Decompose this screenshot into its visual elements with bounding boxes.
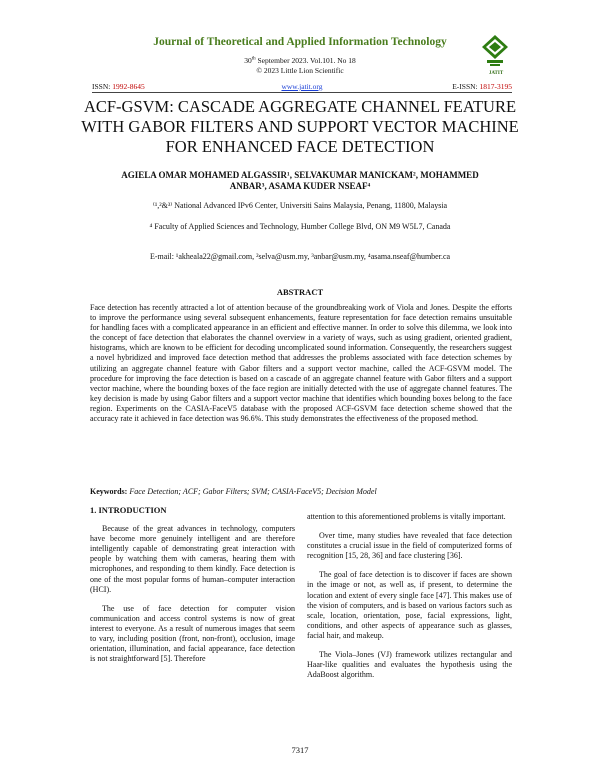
body-paragraph-continued: attention to this aforementioned problems is vitally important.	[307, 512, 506, 521]
author-emails: E-mail: ¹akheala22@gmail.com, ²selva@usm.my, ³anbar@usm.my, ⁴asama.nseaf@humber.ca	[149, 252, 451, 261]
eissn-label: E-ISSN:	[452, 82, 480, 91]
body-paragraph: Because of the great advances in technology, computers have become more genuinely intelligent and are therefore intelligently capable of demonstrating great interaction with people by watching them with cameras, hearing them with microphones, and responding to them kindly. Face detection is one of the most popular forms of human–computer interaction (HCI).	[90, 524, 295, 594]
website-link[interactable]: www.jatit.org	[281, 82, 323, 91]
issn-bar	[92, 82, 512, 93]
issue-dateline	[0, 56, 600, 65]
left-column	[90, 505, 295, 673]
author-list	[70, 170, 530, 192]
date-suffix: th	[251, 56, 256, 62]
affiliation-2: ⁴ Faculty of Applied Sciences and Technology, Humber College Blvd, ON M9 W5L7, Canada	[149, 222, 451, 231]
issn-label: ISSN:	[92, 82, 113, 91]
date-rest: September 2023. Vol.101. No 18	[255, 56, 356, 65]
date-day: 30	[244, 56, 252, 65]
affiliation-1: ⁽¹,²&³⁾ National Advanced IPv6 Center, Universiti Sains Malaysia, Penang, 11800, Malaysia	[152, 201, 448, 210]
body-paragraph: The use of face detection for computer vision communication and access control systems is now of great interest to everyone. As a result of numerous images that seem to vary, including position (front, non-front), occlusion, image orientation, illumination, and facial appearance, face detection is not straightforward [5]. Therefore	[90, 603, 295, 664]
abstract-text: Face detection has recently attracted a lot of attention because of the groundbreaking work of Viola and Jones. Despite the efforts to improve the performance using several subsequent enhancements, feature representation for face detection remains unsuitable for handling faces with a complicated appearance in an efficient and effective manner. In order to solve this dilemma, we look into the concept of face detection that elaborates the channel overview in a variety of ways, such as using gradient, oriented gradient, histograms, which are known to be efficient for decoding uncomplicated sound information. Consequently, the researchers suggest a novel hybridized and improved face detection method that addresses the problems associated with face detection schemes by utilizing an aggregate channel feature with Gabor filters and a support vector machine, called the ACF-GSVM model. The procedure for improving the face detection is based on a cascade of an aggregate channel feature with Gabor filters and a support vector machine, where the bounding boxes of the face region are initially detected with the use of aggregate channel features. The key decision is made by using Gabor filters and a support vector machine that identifies which bounding boxes belong to the face region. Experiments on the CASIA-FaceV5 database with the proposed ACF-GSVM face detection scheme showed that the accuracy rate it achieved in face detection was 96.6%. This study demonstrates the effectiveness of the proposed method.	[90, 303, 512, 424]
jatit-logo-icon	[480, 33, 510, 71]
author-line: ANBAR³, ASAMA KUDER NSEAF⁴	[229, 181, 371, 191]
logo-text: JATIT	[488, 71, 504, 76]
keywords	[90, 487, 512, 496]
paper-title	[60, 97, 540, 157]
author-line: AGIELA OMAR MOHAMED ALGASSIR¹, SELVAKUMAR MANICKAM², MOHAMMED	[121, 170, 479, 180]
abstract-heading: ABSTRACT	[276, 287, 324, 297]
body-paragraph: The Viola–Jones (VJ) framework utilizes rectangular and Haar-like qualities and evaluates the hypothesis using the AdaBoost algorithm.	[307, 650, 512, 680]
body-paragraph: Over time, many studies have revealed that face detection constitutes a crucial issue in the field of computerized forms of recognition [15, 28, 36] and face clustering [36].	[307, 531, 512, 561]
eissn	[452, 82, 512, 91]
title-line: WITH GABOR FILTERS AND SUPPORT VECTOR MACHINE	[81, 117, 519, 136]
website-container	[92, 82, 512, 91]
issn-value: 1992-8645	[112, 82, 145, 91]
journal-title: Journal of Theoretical and Applied Information Technology	[153, 36, 447, 48]
keywords-list: Face Detection; ACF; Gabor Filters; SVM; CASIA-FaceV5; Decision Model	[127, 487, 377, 496]
keywords-label: Keywords:	[90, 487, 128, 496]
body-paragraph: The goal of face detection is to discover if faces are shown in the image or not, as well as, if present, to determine the location and extent of every single face [47]. This makes use of the vision of computers, and is based on various factors such as scale, location, orientation, pose, facial expressions, light, conditions, and other aspects of appearance such as glasses, facial hair, and makeup.	[307, 570, 512, 640]
eissn-value: 1817-3195	[479, 82, 512, 91]
section-heading: 1. INTRODUCTION	[90, 505, 167, 515]
page-number: 7317	[291, 745, 309, 755]
title-line: ACF-GSVM: CASCADE AGGREGATE CHANNEL FEATURE	[83, 97, 517, 116]
right-column	[307, 512, 512, 689]
title-line: FOR ENHANCED FACE DETECTION	[165, 137, 435, 156]
copyright-notice: © 2023 Little Lion Scientific	[256, 66, 344, 75]
